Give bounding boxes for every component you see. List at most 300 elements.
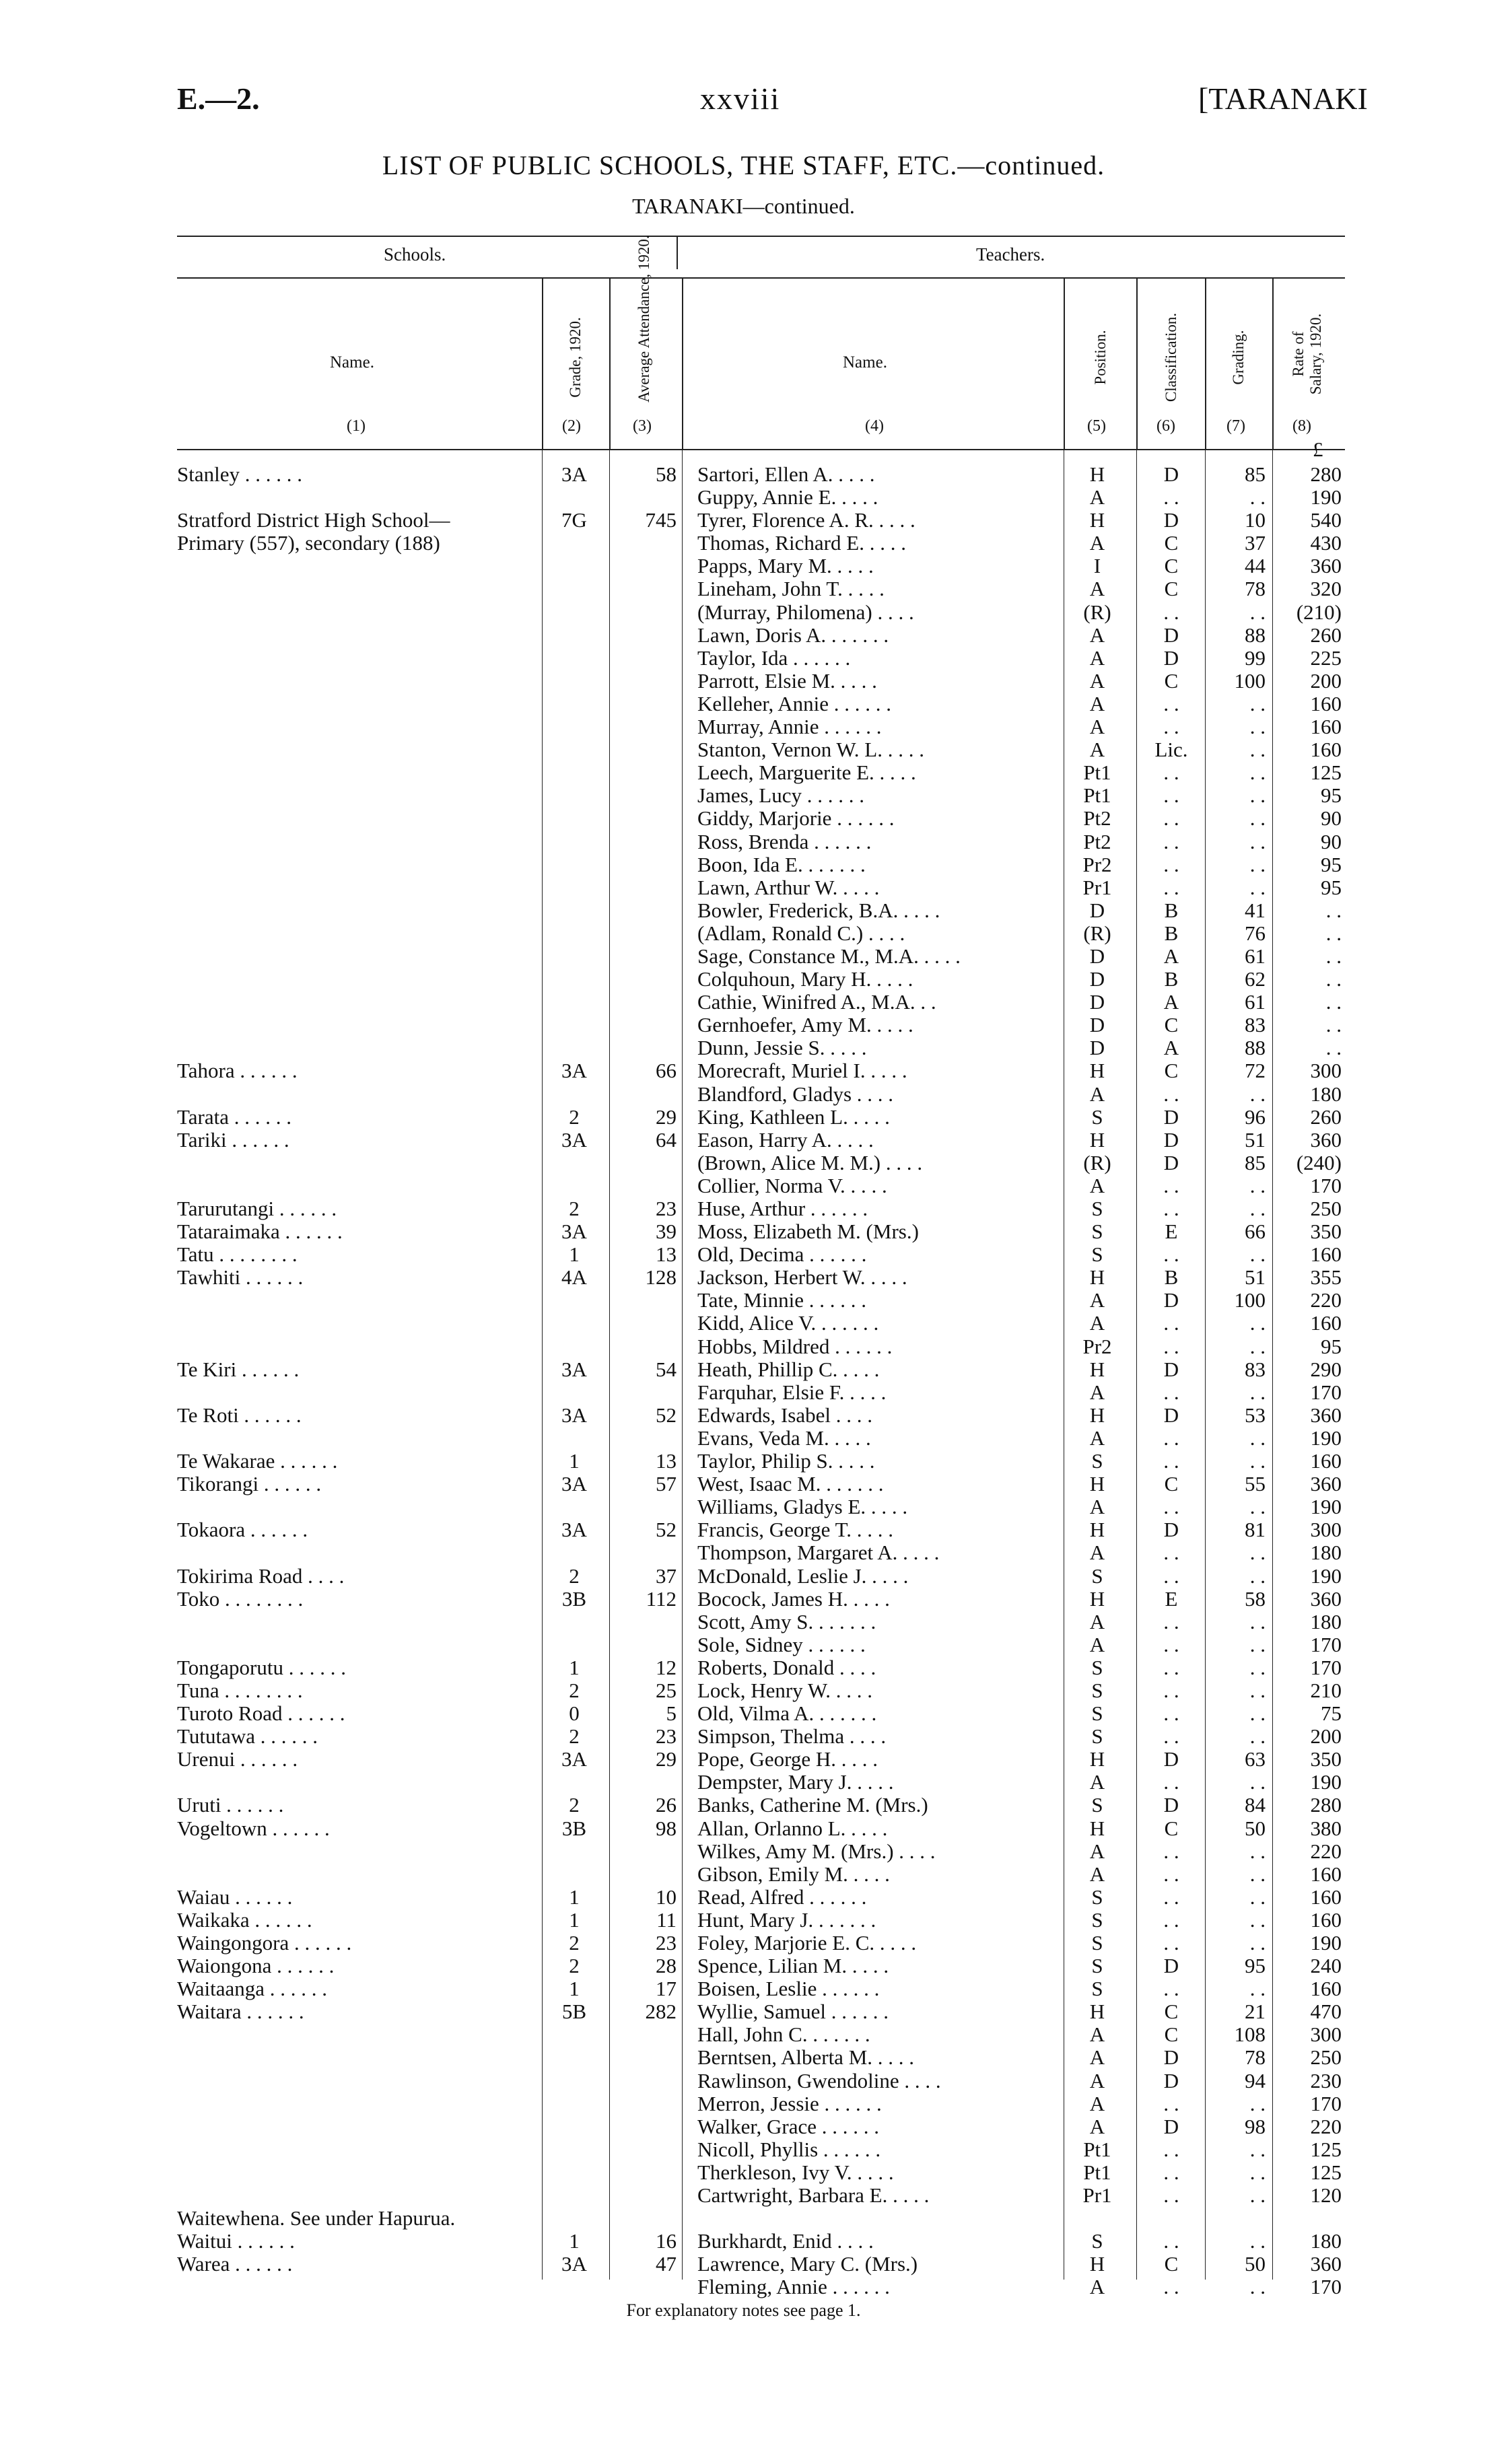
classification-cell: C — [1164, 2022, 1179, 2047]
salary-cell: 90 — [1321, 806, 1342, 831]
table-row — [0, 693, 1487, 715]
teacher-name-cell: Morecraft, Muriel I. . . . . — [697, 1059, 907, 1083]
teacher-name-cell: Dunn, Jessie S. . . . . — [697, 1036, 867, 1060]
grading-cell: 44 — [1245, 554, 1266, 578]
salary-cell: 180 — [1310, 2229, 1342, 2253]
grade-cell: 2 — [569, 1104, 580, 1129]
teacher-name-cell: Scott, Amy S. . . . . . . — [697, 1609, 876, 1633]
teacher-name-cell: Walker, Grace . . . . . . — [697, 2114, 879, 2138]
teacher-name-cell: Collier, Norma V. . . . . — [697, 1173, 887, 1197]
salary-cell: 120 — [1310, 2183, 1342, 2208]
school-name-cell: Waitui . . . . . . — [177, 2229, 295, 2253]
position-cell: Pr2 — [1082, 852, 1112, 876]
staff-table-body — [0, 463, 1487, 2299]
position-cell: A — [1089, 1082, 1105, 1106]
classification-cell: . . — [1163, 1197, 1179, 1220]
col-salary-text: Rate of Salary, 1920. — [1290, 313, 1324, 395]
group-divider — [677, 237, 678, 269]
table-row — [0, 1565, 1487, 1588]
classification-cell: . . — [1163, 715, 1179, 739]
teacher-name-cell: Thompson, Margaret A. . . . . — [697, 1541, 940, 1565]
table-row — [0, 1289, 1487, 1312]
teacher-name-cell: Giddy, Marjorie . . . . . . — [697, 806, 895, 831]
teacher-name-cell: Lawrence, Mary C. (Mrs.) — [697, 2252, 918, 2276]
position-cell: A — [1089, 2275, 1105, 2299]
table-row — [0, 991, 1487, 1014]
position-cell: D — [1089, 1036, 1105, 1060]
position-cell: S — [1091, 2229, 1103, 2253]
salary-cell: 190 — [1310, 1495, 1342, 1519]
teacher-name-cell: Hobbs, Mildred . . . . . . — [697, 1334, 893, 1358]
salary-cell: 360 — [1310, 1403, 1342, 1427]
table-row — [0, 1588, 1487, 1611]
grading-cell: 99 — [1245, 645, 1266, 670]
grading-cell: . . — [1249, 1425, 1266, 1450]
teacher-name-cell: Kelleher, Annie . . . . . . — [697, 691, 892, 715]
classification-cell: C — [1164, 1059, 1179, 1083]
classification-cell: . . — [1163, 691, 1179, 715]
teacher-name-cell: Sole, Sidney . . . . . . — [697, 1632, 866, 1656]
position-cell: S — [1091, 1197, 1103, 1220]
salary-cell: 260 — [1310, 1104, 1342, 1129]
position-cell: A — [1089, 1541, 1105, 1565]
col-teacher-name: Name. — [843, 353, 887, 372]
school-name-cell: Urenui . . . . . . — [177, 1747, 298, 1771]
table-row — [0, 2253, 1487, 2276]
grading-cell: . . — [1249, 1839, 1266, 1863]
school-name-cell: Turoto Road . . . . . . — [177, 1701, 345, 1726]
table-row — [0, 922, 1487, 945]
table-row — [0, 1932, 1487, 1955]
grading-cell: 94 — [1245, 2068, 1266, 2092]
classification-cell: . . — [1163, 1931, 1179, 1955]
classification-cell: C — [1164, 1816, 1179, 1840]
grading-cell: . . — [1249, 1311, 1266, 1335]
grading-cell: . . — [1249, 1380, 1266, 1404]
document-title: LIST OF PUBLIC SCHOOLS, THE STAFF, ETC.—continued. — [382, 150, 1105, 180]
grading-cell: 58 — [1245, 1586, 1266, 1611]
salary-cell: 300 — [1310, 2022, 1342, 2047]
grade-cell: 1 — [569, 2229, 580, 2253]
grading-cell: . . — [1249, 1678, 1266, 1702]
classification-cell: Lic. — [1154, 738, 1188, 762]
school-name-cell: Tuna . . . . . . . . — [177, 1678, 303, 1702]
classification-cell: D — [1163, 1104, 1179, 1129]
classification-cell: . . — [1163, 1311, 1179, 1335]
position-cell: A — [1089, 2022, 1105, 2047]
position-cell: H — [1089, 1059, 1105, 1083]
grading-cell: 81 — [1245, 1518, 1266, 1542]
teacher-name-cell: Lawn, Arthur W. . . . . — [697, 875, 880, 899]
grading-cell: 88 — [1245, 1036, 1266, 1060]
table-row — [0, 2046, 1487, 2069]
position-cell: S — [1091, 1104, 1103, 1129]
salary-cell: 125 — [1310, 2160, 1342, 2184]
salary-cell: 95 — [1321, 1334, 1342, 1358]
teacher-name-cell: Old, Decima . . . . . . — [697, 1242, 867, 1267]
col-position: Position. — [1092, 330, 1109, 385]
footnote: For explanatory notes see page 1. — [626, 2300, 861, 2320]
salary-cell: 200 — [1310, 668, 1342, 693]
grade-cell: 3A — [561, 1403, 587, 1427]
position-cell: Pt1 — [1083, 783, 1111, 808]
table-row — [0, 1059, 1487, 1082]
teacher-name-cell: Parrott, Elsie M. . . . . — [697, 668, 877, 693]
table-row — [0, 532, 1487, 555]
school-name-cell: Tongaporutu . . . . . . — [177, 1655, 346, 1679]
attendance-cell: 112 — [646, 1586, 677, 1611]
table-row — [0, 1220, 1487, 1243]
position-cell: H — [1089, 1127, 1105, 1152]
position-cell: A — [1089, 2045, 1105, 2070]
table-row — [0, 555, 1487, 577]
col-divider — [542, 277, 543, 449]
salary-cell: 170 — [1310, 2091, 1342, 2115]
position-cell: S — [1091, 1724, 1103, 1749]
school-name-cell: Tokaora . . . . . . — [177, 1518, 308, 1542]
col-divider — [682, 277, 683, 449]
teacher-name-cell: (Murray, Philomena) . . . . — [697, 600, 914, 624]
teacher-name-cell: Sartori, Ellen A. . . . . — [697, 462, 875, 486]
teacher-name-cell: Evans, Veda M. . . . . — [697, 1425, 871, 1450]
teacher-name-cell: Pope, George H. . . . . — [697, 1747, 878, 1771]
position-cell: H — [1089, 462, 1105, 486]
table-row — [0, 1886, 1487, 1909]
school-name-cell: Toko . . . . . . . . — [177, 1586, 304, 1611]
teacher-name-cell: Foley, Marjorie E. C. . . . . — [697, 1931, 917, 1955]
grading-cell: 96 — [1245, 1104, 1266, 1129]
table-row — [0, 968, 1487, 991]
salary-cell: 160 — [1310, 715, 1342, 739]
position-cell: (R) — [1083, 1150, 1111, 1174]
salary-cell: 220 — [1310, 1839, 1342, 1863]
position-cell: S — [1091, 1678, 1103, 1702]
grade-cell: 2 — [569, 1954, 580, 1978]
salary-cell: 355 — [1310, 1265, 1342, 1290]
salary-cell: 300 — [1310, 1518, 1342, 1542]
salary-cell: 180 — [1310, 1082, 1342, 1106]
teacher-name-cell: Eason, Harry A. . . . . — [697, 1127, 874, 1152]
salary-cell: 220 — [1310, 2114, 1342, 2138]
salary-cell: 160 — [1310, 1862, 1342, 1886]
teacher-name-cell: Francis, George T. . . . . — [697, 1518, 894, 1542]
school-name-cell: Vogeltown . . . . . . — [177, 1816, 330, 1840]
grade-cell: 3A — [561, 1220, 587, 1244]
grade-cell: 3A — [561, 1357, 587, 1381]
school-name-cell: Waitaanga . . . . . . — [177, 1977, 328, 2001]
attendance-cell: 52 — [656, 1403, 677, 1427]
grading-cell: 83 — [1245, 1357, 1266, 1381]
grading-cell: . . — [1249, 1655, 1266, 1679]
position-cell: H — [1089, 1586, 1105, 1611]
classification-cell: D — [1163, 2045, 1179, 2070]
grade-cell: 3A — [561, 1472, 587, 1496]
salary-cell: 470 — [1310, 2000, 1342, 2024]
table-row — [0, 2184, 1487, 2207]
position-cell: Pt2 — [1083, 829, 1111, 853]
salary-cell: 360 — [1310, 1586, 1342, 1611]
attendance-cell: 10 — [656, 1885, 677, 1909]
grading-cell: . . — [1249, 806, 1266, 831]
table-row — [0, 853, 1487, 876]
attendance-cell: 29 — [656, 1104, 677, 1129]
position-cell: Pr1 — [1082, 2183, 1112, 2208]
classification-cell: . . — [1163, 1425, 1179, 1450]
classification-cell: . . — [1163, 1678, 1179, 1702]
salary-cell: 190 — [1310, 1563, 1342, 1588]
table-row — [0, 1611, 1487, 1633]
col-grade: Grade, 1920. — [567, 317, 584, 398]
teacher-name-cell: Merron, Jessie . . . . . . — [697, 2091, 882, 2115]
teacher-name-cell: Taylor, Philip S. . . . . — [697, 1449, 875, 1473]
col-number: (3) — [633, 417, 652, 435]
classification-cell: C — [1164, 2000, 1179, 2024]
grading-cell: 100 — [1234, 668, 1266, 693]
position-cell: Pr1 — [1082, 875, 1112, 899]
grading-cell: 72 — [1245, 1059, 1266, 1083]
table-row — [0, 486, 1487, 509]
position-cell: H — [1089, 1472, 1105, 1496]
teacher-name-cell: Berntsen, Alberta M. . . . . — [697, 2045, 915, 2070]
col-number: (8) — [1292, 417, 1311, 435]
salary-cell: . . — [1325, 1013, 1342, 1037]
grading-cell: . . — [1249, 1770, 1266, 1794]
classification-cell: C — [1164, 2252, 1179, 2276]
position-cell: A — [1089, 738, 1105, 762]
school-name-cell: Primary (557), secondary (188) — [177, 531, 440, 555]
position-cell: A — [1089, 2114, 1105, 2138]
header-bottom-rule — [177, 449, 1345, 450]
table-row — [0, 2070, 1487, 2092]
grade-cell: 3B — [561, 1586, 587, 1611]
position-cell: H — [1089, 508, 1105, 532]
school-name-cell: Warea . . . . . . — [177, 2252, 293, 2276]
table-row — [0, 1473, 1487, 1495]
grading-cell: 55 — [1245, 1472, 1266, 1496]
salary-cell: 240 — [1310, 1954, 1342, 1978]
position-cell: A — [1089, 531, 1105, 555]
salary-cell: 280 — [1310, 462, 1342, 486]
position-cell: H — [1089, 1518, 1105, 1542]
grading-cell: . . — [1249, 1724, 1266, 1749]
salary-cell: 210 — [1310, 1678, 1342, 1702]
position-cell: A — [1089, 691, 1105, 715]
grade-cell: 4A — [561, 1265, 587, 1290]
grading-cell: 78 — [1245, 577, 1266, 601]
position-cell: A — [1089, 2091, 1105, 2115]
table-row — [0, 463, 1487, 486]
grading-cell: . . — [1249, 1541, 1266, 1565]
classification-cell: . . — [1163, 2183, 1179, 2208]
teacher-name-cell: Dempster, Mary J. . . . . — [697, 1770, 894, 1794]
grading-cell: 66 — [1245, 1220, 1266, 1244]
classification-cell: . . — [1163, 783, 1179, 808]
classification-cell: D — [1163, 462, 1179, 486]
header-top-rule — [177, 236, 1345, 237]
grading-cell: 50 — [1245, 2252, 1266, 2276]
grading-cell: . . — [1249, 2183, 1266, 2208]
position-cell: Pt2 — [1083, 806, 1111, 831]
classification-cell: A — [1163, 990, 1179, 1014]
teacher-name-cell: Roberts, Donald . . . . — [697, 1655, 876, 1679]
grading-cell: . . — [1249, 715, 1266, 739]
grade-cell: 1 — [569, 1977, 580, 2001]
school-name-cell: Tikorangi . . . . . . — [177, 1472, 322, 1496]
teacher-name-cell: Gernhoefer, Amy M. . . . . — [697, 1013, 913, 1037]
classification-cell: . . — [1163, 2091, 1179, 2115]
col-number: (2) — [562, 417, 581, 435]
table-row — [0, 577, 1487, 600]
grade-cell: 3A — [561, 2252, 587, 2276]
classification-cell: B — [1164, 921, 1179, 945]
classification-cell: B — [1164, 898, 1179, 922]
col-school-name: Name. — [330, 353, 374, 372]
grade-cell: 3B — [561, 1816, 587, 1840]
classification-cell: D — [1163, 1288, 1179, 1312]
grading-cell: . . — [1249, 1082, 1266, 1106]
page-header-left: E.—2. — [177, 81, 260, 116]
col-divider — [1205, 277, 1206, 449]
col-number: (6) — [1156, 417, 1175, 435]
school-name-cell: Tawhiti . . . . . . — [177, 1265, 304, 1290]
grading-cell: . . — [1249, 1563, 1266, 1588]
position-cell: H — [1089, 1265, 1105, 1290]
table-row — [0, 899, 1487, 922]
table-row — [0, 715, 1487, 738]
position-cell: D — [1089, 944, 1105, 968]
position-cell: S — [1091, 1907, 1103, 1932]
salary-cell: 160 — [1310, 1907, 1342, 1932]
salary-cell: 300 — [1310, 1059, 1342, 1083]
grade-cell: 7G — [561, 508, 587, 532]
grading-cell: . . — [1249, 852, 1266, 876]
grading-cell: . . — [1249, 1701, 1266, 1726]
grading-cell: 95 — [1245, 1954, 1266, 1978]
salary-cell: 90 — [1321, 829, 1342, 853]
teacher-name-cell: Cathie, Winifred A., M.A. . . — [697, 990, 936, 1014]
position-cell: I — [1093, 554, 1101, 578]
salary-cell: 430 — [1310, 531, 1342, 555]
grade-cell: 1 — [569, 1449, 580, 1473]
table-row — [0, 1243, 1487, 1266]
teacher-name-cell: Heath, Phillip C. . . . . — [697, 1357, 880, 1381]
classification-cell: D — [1163, 1127, 1179, 1152]
salary-cell: . . — [1325, 921, 1342, 945]
classification-cell: D — [1163, 1793, 1179, 1817]
classification-cell: . . — [1163, 1977, 1179, 2001]
teacher-name-cell: Banks, Catherine M. (Mrs.) — [697, 1793, 928, 1817]
position-cell: H — [1089, 1816, 1105, 1840]
table-row — [0, 1771, 1487, 1794]
position-cell: A — [1089, 1495, 1105, 1519]
salary-cell: 260 — [1310, 623, 1342, 647]
salary-cell: 540 — [1310, 508, 1342, 532]
salary-cell: 180 — [1310, 1609, 1342, 1633]
position-cell: S — [1091, 1220, 1103, 1244]
attendance-cell: 58 — [656, 462, 677, 486]
grading-cell: . . — [1249, 1197, 1266, 1220]
salary-cell: . . — [1325, 944, 1342, 968]
grading-cell: . . — [1249, 1495, 1266, 1519]
teacher-name-cell: Lawn, Doris A. . . . . . . — [697, 623, 889, 647]
teacher-name-cell: Moss, Elizabeth M. (Mrs.) — [697, 1220, 919, 1244]
classification-cell: D — [1163, 1150, 1179, 1174]
position-cell: A — [1089, 1839, 1105, 1863]
grading-cell: 108 — [1234, 2022, 1266, 2047]
table-row — [0, 2000, 1487, 2023]
teacher-name-cell: Lock, Henry W. . . . . — [697, 1678, 873, 1702]
classification-cell: . . — [1163, 1655, 1179, 1679]
position-cell: A — [1089, 577, 1105, 601]
classification-cell: D — [1163, 2114, 1179, 2138]
col-divider — [1272, 277, 1274, 449]
salary-cell: 160 — [1310, 1885, 1342, 1909]
table-row — [0, 624, 1487, 647]
grade-cell: 2 — [569, 1197, 580, 1220]
classification-cell: . . — [1163, 1839, 1179, 1863]
group-label-teachers: Teachers. — [976, 244, 1045, 265]
teacher-name-cell: Kidd, Alice V. . . . . . . — [697, 1311, 879, 1335]
table-row — [0, 945, 1487, 968]
salary-cell: 360 — [1310, 554, 1342, 578]
classification-cell: D — [1163, 1357, 1179, 1381]
teacher-name-cell: Leech, Marguerite E. . . . . — [697, 761, 916, 785]
grading-cell: 10 — [1245, 508, 1266, 532]
grade-cell: 3A — [561, 1747, 587, 1771]
table-row — [0, 1495, 1487, 1518]
school-name-cell: Tariki . . . . . . — [177, 1127, 289, 1152]
position-cell: H — [1089, 1357, 1105, 1381]
school-name-cell: Tututawa . . . . . . — [177, 1724, 318, 1749]
grading-cell: 50 — [1245, 1816, 1266, 1840]
currency-symbol: £ — [1313, 437, 1323, 461]
school-name-cell: Tarurutangi . . . . . . — [177, 1197, 337, 1220]
col-attendance — [635, 235, 653, 402]
attendance-cell: 23 — [656, 1931, 677, 1955]
teacher-name-cell: Bowler, Frederick, B.A. . . . . — [697, 898, 940, 922]
table-row — [0, 1381, 1487, 1404]
attendance-cell: 16 — [656, 2229, 677, 2253]
teacher-name-cell: Lineham, John T. . . . . — [697, 577, 885, 601]
page-number: xxviii — [700, 81, 781, 116]
table-row — [0, 2161, 1487, 2184]
grade-cell: 2 — [569, 1724, 580, 1749]
col-divider — [1064, 277, 1065, 449]
salary-cell: 170 — [1310, 1380, 1342, 1404]
teacher-name-cell: Williams, Gladys E. . . . . — [697, 1495, 908, 1519]
grading-cell: . . — [1249, 691, 1266, 715]
grading-cell: . . — [1249, 1449, 1266, 1473]
salary-cell: . . — [1325, 898, 1342, 922]
grading-cell: 76 — [1245, 921, 1266, 945]
salary-cell: 160 — [1310, 1977, 1342, 2001]
position-cell: Pt1 — [1083, 761, 1111, 785]
position-cell: S — [1091, 1793, 1103, 1817]
grading-cell: . . — [1249, 1907, 1266, 1932]
teacher-name-cell: James, Lucy . . . . . . — [697, 783, 864, 808]
attendance-cell: 28 — [656, 1954, 677, 1978]
table-row — [0, 1541, 1487, 1564]
grading-cell: 78 — [1245, 2045, 1266, 2070]
table-row — [0, 1725, 1487, 1748]
col-divider — [609, 277, 611, 449]
grading-cell: . . — [1249, 2275, 1266, 2299]
classification-cell: D — [1163, 1747, 1179, 1771]
salary-cell: . . — [1325, 990, 1342, 1014]
table-row — [0, 1083, 1487, 1106]
school-name-cell: Tokirima Road . . . . — [177, 1563, 345, 1588]
position-cell: H — [1089, 1747, 1105, 1771]
